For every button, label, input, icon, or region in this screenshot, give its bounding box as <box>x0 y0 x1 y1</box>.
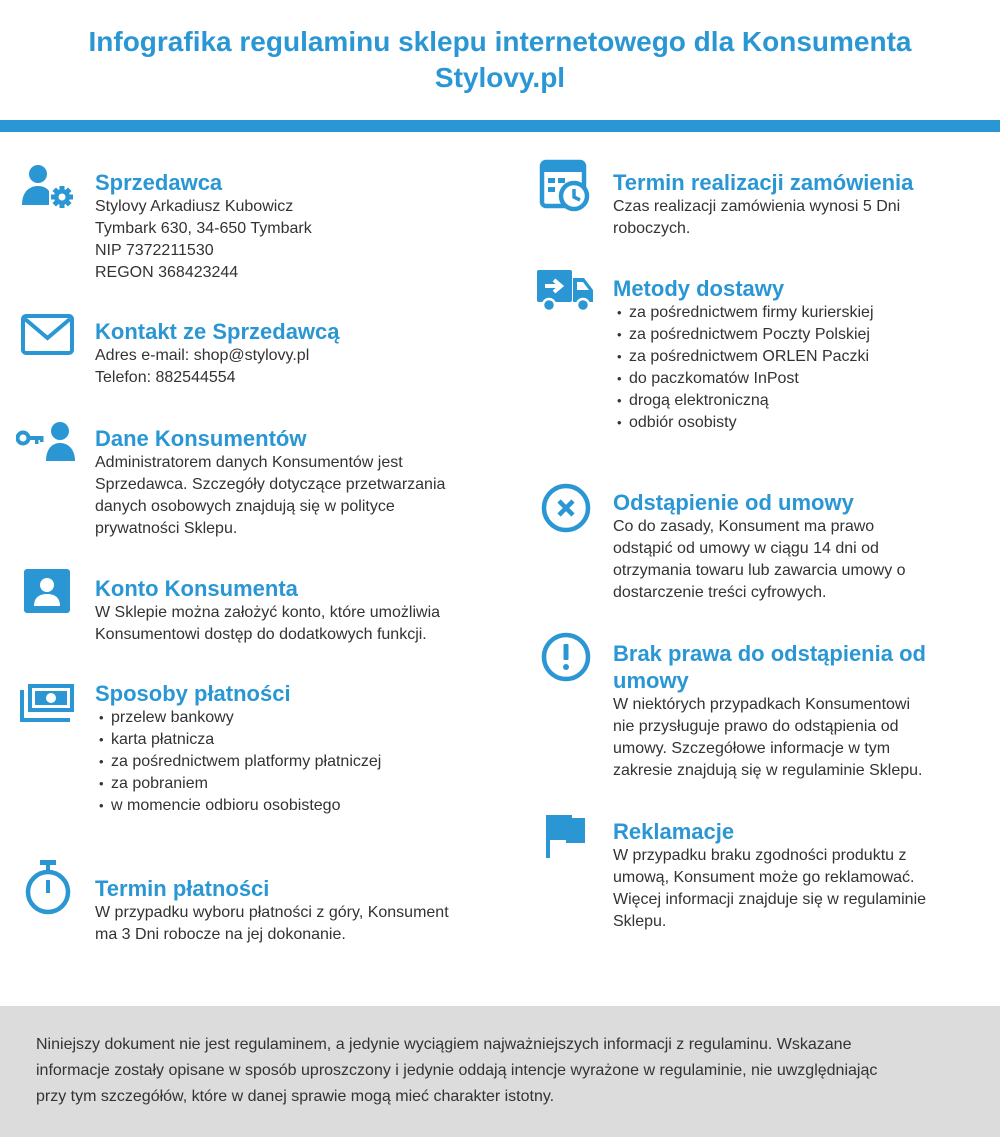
contact-heading: Kontakt ze Sprzedawcą <box>95 319 340 344</box>
no-withdrawal-line: nie przysługuje prawo do odstąpienia od <box>613 718 899 735</box>
seller-regon: REGON 368423244 <box>95 264 239 281</box>
list-item: • za pośrednictwem firmy kurierskiej <box>617 302 993 324</box>
contact-email[interactable]: Adres e-mail: shop@stylovy.pl <box>95 347 310 364</box>
envelope-icon <box>18 309 78 369</box>
consumer-data-line: Administratorem danych Konsumentów jest <box>95 454 403 471</box>
list-item: • za pośrednictwem ORLEN Paczki <box>617 346 993 368</box>
complaints-line: W przypadku braku zgodności produktu z <box>613 847 907 864</box>
section-delivery <box>536 265 996 440</box>
payment-term-line: ma 3 Dni robocze na jej dokonanie. <box>95 926 346 943</box>
consumer-data-line: prywatności Sklepu. <box>95 520 238 537</box>
list-item: • karta płatnicza <box>99 729 495 751</box>
list-item: • w momencie odbioru osobistego <box>99 795 495 817</box>
seller-heading: Sprzedawca <box>95 170 223 195</box>
page-title <box>0 24 1000 96</box>
consumer-data-line: Sprzedawca. Szczegóły dotyczące przetwarzania <box>95 476 446 493</box>
delivery-list <box>613 302 993 434</box>
section-account <box>18 566 498 651</box>
disclaimer-line-2: informacje zostały opisane w sposób uproszczony i jedynie oddają intencje wyrażone w regulaminie, nie uwzględniając <box>36 1062 878 1079</box>
delivery-heading: Metody dostawy <box>613 276 785 301</box>
complaints-line: Sklepu. <box>613 913 667 930</box>
header-divider <box>0 120 1000 132</box>
complaints-line: Więcej informacji znajduje się w regulaminie <box>613 891 927 908</box>
list-item: • odbiór osobisty <box>617 412 993 434</box>
money-icon <box>18 672 78 732</box>
calendar-clock-icon <box>536 158 596 218</box>
exclamation-circle-icon <box>536 630 596 690</box>
seller-address: Tymbark 630, 34-650 Tymbark <box>95 220 312 237</box>
section-complaints <box>536 810 996 940</box>
section-order-term <box>536 158 996 243</box>
list-item: • do paczkomatów InPost <box>617 368 993 390</box>
section-payment-term <box>18 858 498 948</box>
complaints-line: umową, Konsument może go reklamować. <box>613 869 915 886</box>
section-seller <box>18 160 498 285</box>
list-item: • za pobraniem <box>99 773 495 795</box>
withdrawal-line: odstąpić od umowy w ciągu 14 dni od <box>613 540 879 557</box>
list-item: • za pośrednictwem platformy płatniczej <box>99 751 495 773</box>
disclaimer-line-1: Niniejszy dokument nie jest regulaminem, a jedynie wyciągiem najważniejszych informacji z regulaminu. Wskazane <box>36 1036 852 1053</box>
no-withdrawal-heading <box>613 640 993 694</box>
contact-phone[interactable]: Telefon: 882544554 <box>95 369 236 386</box>
disclaimer-line-3: przy tym szczegółów, które w danej sprawie mogą mieć charakter istotny. <box>36 1088 555 1105</box>
order-term-heading: Termin realizacji zamówienia <box>613 170 914 195</box>
user-gear-icon <box>18 160 78 220</box>
account-line: W Sklepie można założyć konto, które umożliwia <box>95 604 441 621</box>
key-user-icon <box>16 416 76 476</box>
title-line-2: Stylovy.pl <box>434 62 566 93</box>
withdrawal-line: otrzymania towaru lub zawarcia umowy o <box>613 562 906 579</box>
no-withdrawal-line: umowy. Szczegółowe informacje w tym <box>613 740 891 757</box>
withdrawal-line: dostarczenie treści cyfrowych. <box>613 584 827 601</box>
title-line-1: Infografika regulaminu sklepu internetowego dla Konsumenta <box>88 26 912 57</box>
no-withdrawal-line: W niektórych przypadkach Konsumentowi <box>613 696 911 713</box>
seller-name: Stylovy Arkadiusz Kubowicz <box>95 198 294 215</box>
list-item: • przelew bankowy <box>99 707 495 729</box>
flag-icon <box>536 810 596 870</box>
complaints-heading: Reklamacje <box>613 819 735 844</box>
payment-term-line: W przypadku wyboru płatności z góry, Konsument <box>95 904 449 921</box>
account-card-icon <box>18 566 78 626</box>
list-item: • za pośrednictwem Poczty Polskiej <box>617 324 993 346</box>
section-contact <box>18 309 498 394</box>
order-term-line: Czas realizacji zamówienia wynosi 5 Dni <box>613 198 901 215</box>
no-withdrawal-line: zakresie znajdują się w regulaminie Sklepu. <box>613 762 923 779</box>
section-payment-methods <box>18 672 498 822</box>
withdrawal-line: Co do zasady, Konsument ma prawo <box>613 518 875 535</box>
withdrawal-heading: Odstąpienie od umowy <box>613 490 854 515</box>
section-consumer-data <box>16 416 506 546</box>
no-withdrawal-heading-line2: umowy <box>613 668 689 693</box>
no-withdrawal-heading-line1: Brak prawa do odstąpienia od <box>613 641 926 666</box>
account-line: Konsumentowi dostęp do dodatkowych funkcji. <box>95 626 427 643</box>
order-term-line: roboczych. <box>613 220 691 237</box>
payment-methods-heading: Sposoby płatności <box>95 681 291 706</box>
truck-icon <box>536 265 596 325</box>
account-heading: Konto Konsumenta <box>95 576 298 601</box>
consumer-data-line: danych osobowych znajdują się w polityce <box>95 498 395 515</box>
payment-term-heading: Termin płatności <box>95 876 270 901</box>
list-item: • drogą elektroniczną <box>617 390 993 412</box>
stopwatch-icon <box>18 858 78 918</box>
circle-x-icon <box>536 480 596 540</box>
section-no-withdrawal <box>536 630 996 790</box>
footer-disclaimer <box>0 1006 1000 1137</box>
seller-nip: NIP 7372211530 <box>95 242 214 259</box>
section-withdrawal <box>536 480 996 610</box>
payment-methods-list <box>95 707 495 817</box>
consumer-data-heading: Dane Konsumentów <box>95 426 307 451</box>
